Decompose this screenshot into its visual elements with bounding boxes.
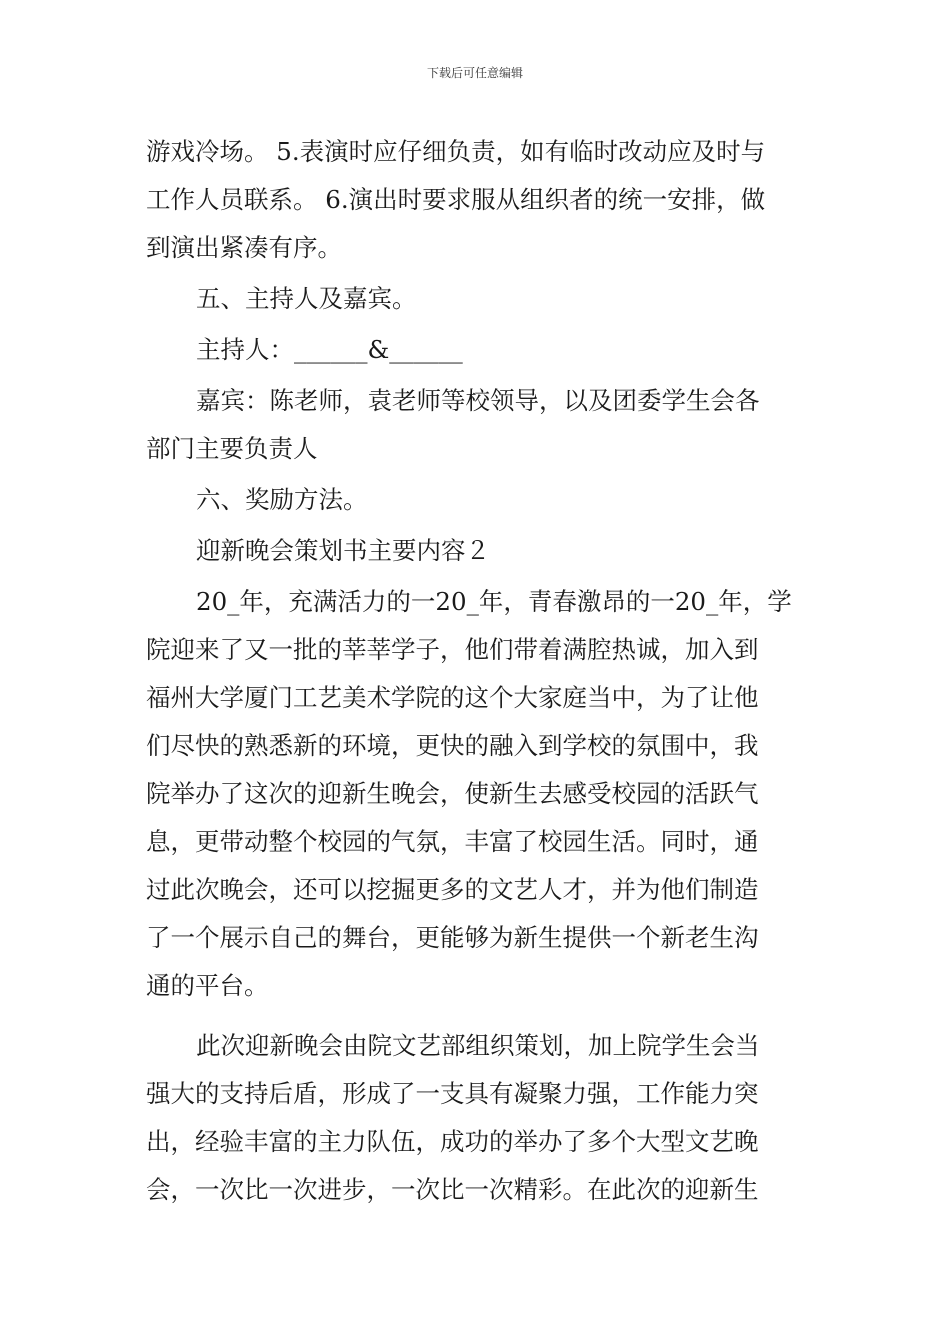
page-header-note: 下载后可任意编辑 [426, 66, 523, 80]
paragraph-intro [146, 578, 806, 1010]
text-line: 五、主持人及嘉宾。 [196, 284, 417, 313]
paragraph-organizer [146, 1022, 806, 1214]
text-line: 工作人员联系。 6.演出时要求服从组织者的统一安排，做 [146, 185, 766, 214]
text-line: 福州大学厦门工艺美术学院的这个大家庭当中，为了让他 [146, 683, 759, 712]
text-line: 嘉宾：陈老师，袁老师等校领导，以及团委学生会各 [196, 386, 760, 415]
text-line: 过此次晚会，还可以挖掘更多的文艺人才，并为他们制造 [146, 875, 759, 904]
text-line: 强大的支持后盾，形成了一支具有凝聚力强，工作能力突 [146, 1079, 759, 1108]
text-line: 迎新晚会策划书主要内容２ [196, 536, 490, 565]
heading-section-2 [146, 527, 806, 575]
paragraph-hosts [146, 326, 806, 374]
text-line: 20_年，充满活力的一20_年，青春激昂的一20_年，学 [196, 587, 792, 616]
paragraph-guests [146, 377, 806, 473]
text-line: 了一个展示自己的舞台，更能够为新生提供一个新老生沟 [146, 923, 759, 952]
heading-rewards [146, 476, 806, 524]
text-line: 六、奖励方法。 [196, 485, 368, 514]
heading-hosts-guests [146, 275, 806, 323]
text-line: 出，经验丰富的主力队伍，成功的举办了多个大型文艺晚 [146, 1127, 759, 1156]
text-line: 游戏冷场。 5.表演时应仔细负责，如有临时改动应及时与 [146, 137, 766, 166]
text-line: 通的平台。 [146, 971, 269, 1000]
text-line: 院举办了这次的迎新生晚会，使新生去感受校园的活跃气 [146, 779, 759, 808]
text-line: 到演出紧凑有序。 [146, 233, 342, 262]
text-line: 部门主要负责人 [146, 434, 318, 463]
text-line: 会，一次比一次进步，一次比一次精彩。在此次的迎新生 [146, 1175, 759, 1204]
document-body [146, 128, 806, 1214]
text-line: 院迎来了又一批的莘莘学子，他们带着满腔热诚，加入到 [146, 635, 759, 664]
text-line: 们尽快的熟悉新的环境，更快的融入到学校的氛围中，我 [146, 731, 759, 760]
paragraph-performance-rules [146, 128, 806, 272]
text-line: 息，更带动整个校园的气氛，丰富了校园生活。同时，通 [146, 827, 759, 856]
text-line: 此次迎新晚会由院文艺部组织策划，加上院学生会当 [196, 1031, 760, 1060]
text-line: 主持人：______&______ [196, 335, 463, 364]
